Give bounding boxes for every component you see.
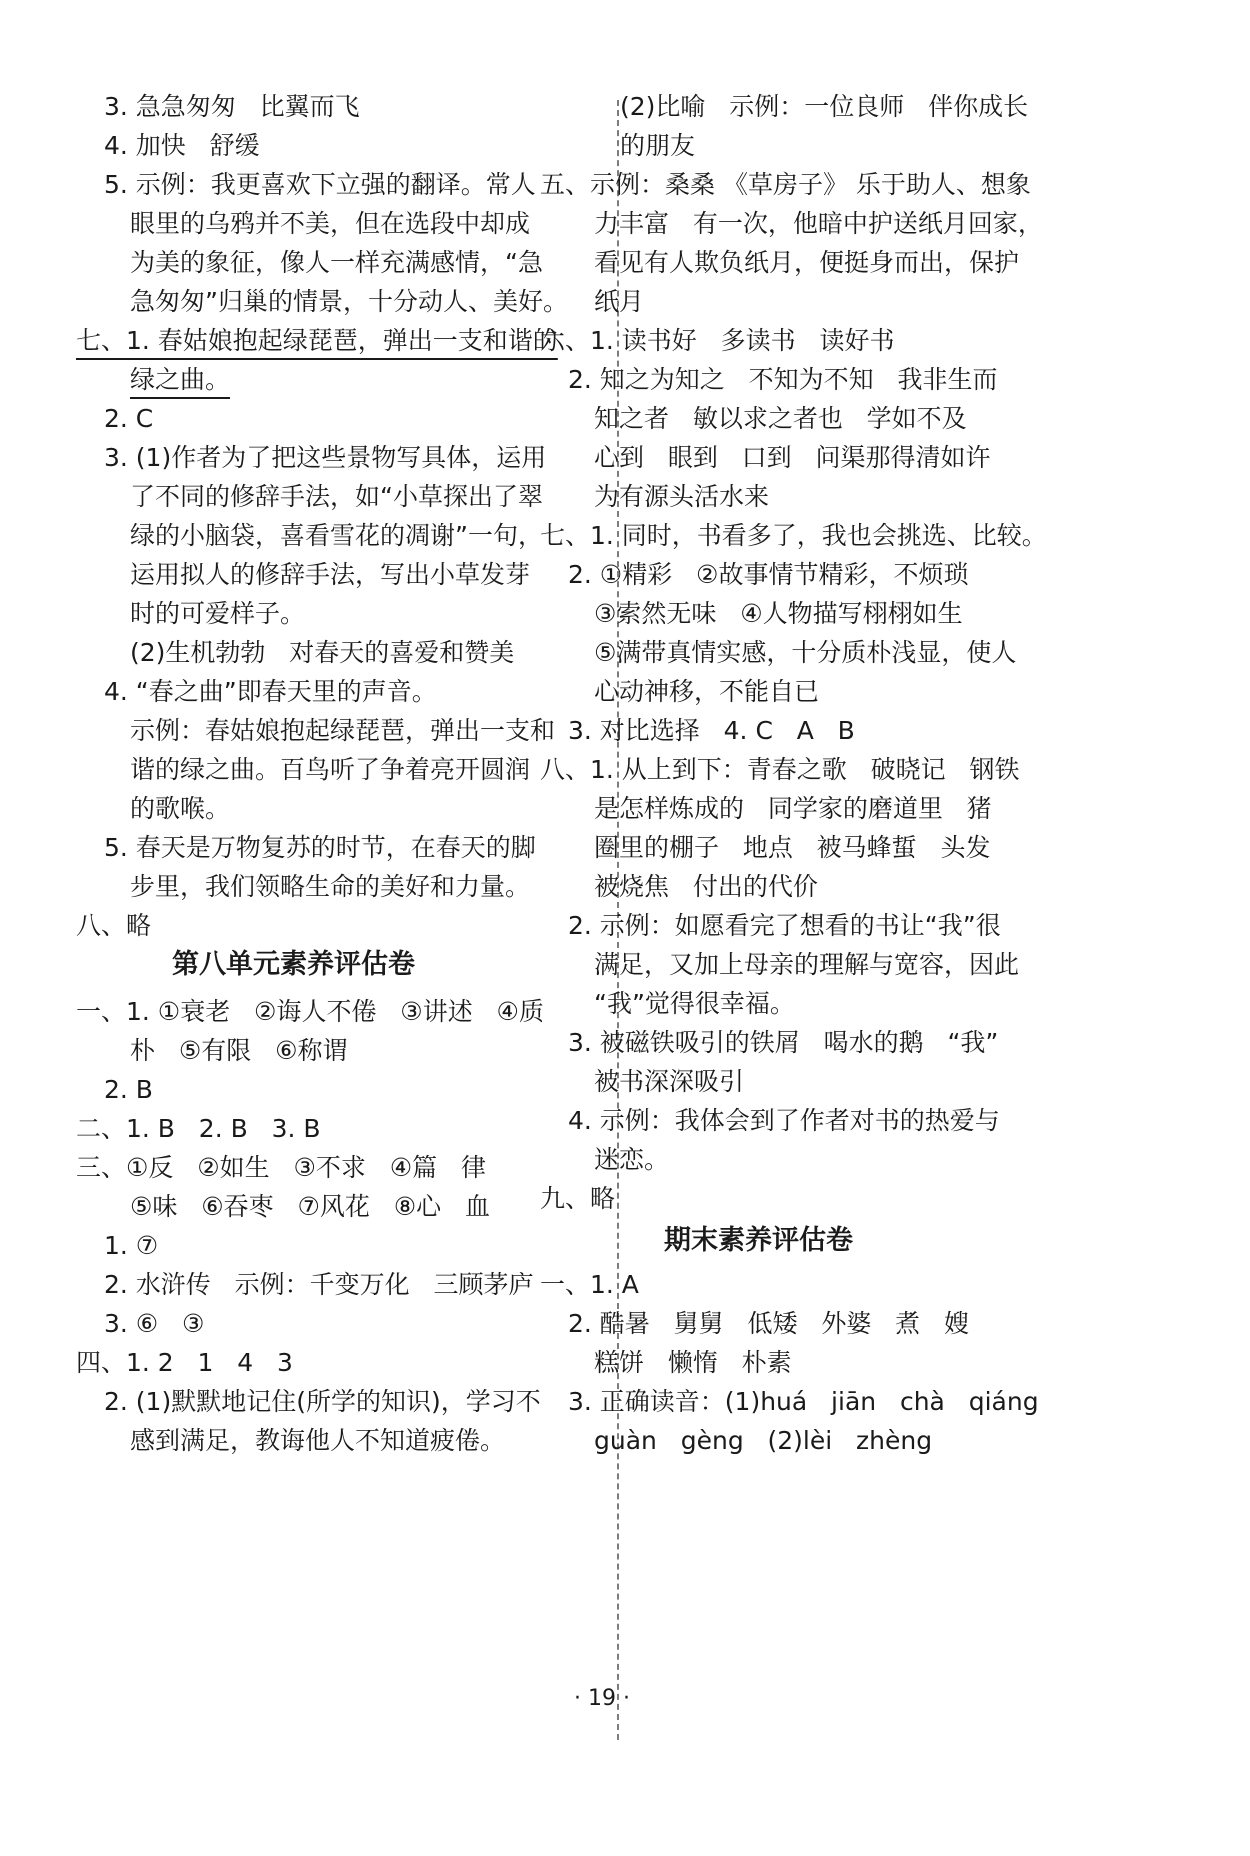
answer-line: 是怎样炼成的 同学家的磨道里 猪 (594, 794, 992, 823)
answer-line: 4. “春之曲”即春天里的声音。 (104, 677, 437, 706)
answer-line: 朴 ⑤有限 ⑥称谓 (130, 1036, 348, 1065)
answer-line: 2. 示例：如愿看完了想看的书让“我”很 (568, 911, 1001, 940)
answer-line: 八、略 (76, 911, 152, 940)
answer-line: 为有源头活水来 (594, 482, 770, 511)
answer-line: 五、示例：桑桑 《草房子》 乐于助人、想象 (540, 170, 1031, 199)
answer-line: 3. (1)作者为了把这些景物写具体，运用 (104, 443, 547, 472)
answer-line: 4. 示例：我体会到了作者对书的热爱与 (568, 1106, 1000, 1135)
answer-line: 九、略 (540, 1184, 616, 1213)
answer-line: 4. 加快 舒缓 (104, 131, 260, 160)
answer-line: 的朋友 (620, 131, 696, 160)
answer-line: (2)比喻 示例：一位良师 伴你成长 (620, 92, 1029, 121)
answer-line: 七、1. 同时，书看多了，我也会挑选、比较。 (540, 521, 1047, 550)
answer-line: 2. 酷暑 舅舅 低矮 外婆 煮 嫂 (568, 1309, 970, 1338)
answer-line: 急匆匆”归巢的情景，十分动人、美好。 (130, 287, 568, 316)
answer-line: 1. ⑦ (104, 1231, 159, 1260)
answer-line: 迷恋。 (594, 1145, 670, 1174)
answer-line: 六、1. 读书好 多读书 读好书 (540, 326, 895, 355)
answer-line: 二、1. B 2. B 3. B (76, 1114, 321, 1143)
answer-line: 2. ①精彩 ②故事情节精彩，不烦琐 (568, 560, 969, 589)
answer-line: 2. (1)默默地记住(所学的知识)，学习不 (104, 1387, 541, 1416)
answer-line: 为美的象征，像人一样充满感情，“急 (130, 248, 543, 277)
answer-line: 被书深深吸引 (594, 1067, 745, 1096)
answer-line: 3. ⑥ ③ (104, 1309, 205, 1338)
answer-line: 被烧焦 付出的代价 (594, 872, 818, 901)
answer-line: 谐的绿之曲。百鸟听了争着亮开圆润 (130, 755, 531, 784)
answer-line: 糕饼 懒惰 朴素 (594, 1348, 792, 1377)
answer-line-underlined: 七、1. 春姑娘抱起绿琵琶，弹出一支和谐的 (76, 326, 558, 355)
answer-line: 2. C (104, 404, 154, 433)
answer-line: ③索然无味 ④人物描写栩栩如生 (594, 599, 963, 628)
answer-line: 心到 眼到 口到 问渠那得清如许 (594, 443, 991, 472)
answer-line: 感到满足，教诲他人不知道疲倦。 (130, 1426, 506, 1455)
answer-line: 3. 被磁铁吸引的铁屑 喝水的鹅 “我” (568, 1028, 999, 1057)
answer-line: 示例：春姑娘抱起绿琵琶，弹出一支和 (130, 716, 556, 745)
answer-line: 八、1. 从上到下：青春之歌 破晓记 钢铁 (540, 755, 1020, 784)
answer-line: 四、1. 2 1 4 3 (76, 1348, 293, 1377)
answer-line: 步里，我们领略生命的美好和力量。 (130, 872, 531, 901)
answer-line: 看见有人欺负纸月，便挺身而出，保护 (594, 248, 1020, 277)
answer-line: 了不同的修辞手法，如“小草探出了翠 (130, 482, 543, 511)
answer-line: 5. 春天是万物复苏的时节，在春天的脚 (104, 833, 536, 862)
section-title: 第八单元素养评估卷 (172, 949, 415, 980)
answer-line: “我”觉得很幸福。 (594, 989, 795, 1018)
answer-line: 2. 水浒传 示例：千变万化 三顾茅庐 (104, 1270, 534, 1299)
answer-line: 5. 示例：我更喜欢下立强的翻译。常人 (104, 170, 536, 199)
answer-line: ⑤味 ⑥吞枣 ⑦风花 ⑧心 血 (130, 1192, 491, 1221)
pinyin-line: 3. 正确读音：(1)huá jiān chà qiáng (568, 1387, 1039, 1416)
answer-line: (2)生机勃勃 对春天的喜爱和赞美 (130, 638, 515, 667)
answer-line: 一、1. A (540, 1270, 639, 1299)
pinyin-line: guàn gèng (2)lèi zhèng (594, 1426, 933, 1455)
section-title: 期末素养评估卷 (664, 1225, 853, 1256)
answer-line: ⑤满带真情实感，十分质朴浅显，使人 (594, 638, 1017, 667)
answer-line: 的歌喉。 (130, 794, 231, 823)
page-number: · 19 · (574, 1686, 630, 1711)
answer-line: 一、1. ①衰老 ②诲人不倦 ③讲述 ④质 (76, 997, 544, 1026)
answer-line: 圈里的棚子 地点 被马蜂蜇 头发 (594, 833, 991, 862)
answer-line: 3. 对比选择 4. C A B (568, 716, 855, 745)
answer-line: 时的可爱样子。 (130, 599, 306, 628)
answer-line: 绿的小脑袋，喜看雪花的凋谢”一句， (130, 521, 543, 550)
answer-line: 知之者 敏以求之者也 学如不及 (594, 404, 967, 433)
answer-line: 三、①反 ②如生 ③不求 ④篇 律 (76, 1153, 487, 1182)
answer-line-underlined: 绿之曲。 (130, 365, 231, 394)
answer-line: 3. 急急匆匆 比翼而飞 (104, 92, 360, 121)
answer-line: 满足，又加上母亲的理解与宽容，因此 (594, 950, 1020, 979)
answer-line: 2. B (104, 1075, 153, 1104)
answer-line: 纸月 (594, 287, 645, 316)
answer-line: 力丰富 有一次，他暗中护送纸月回家， (594, 209, 1043, 238)
answer-line: 运用拟人的修辞手法，写出小草发芽 (130, 560, 531, 589)
answer-line: 心动神移，不能自已 (594, 677, 820, 706)
answer-line: 眼里的乌鸦并不美，但在选段中却成 (130, 209, 531, 238)
answer-line: 2. 知之为知之 不知为不知 我非生而 (568, 365, 998, 394)
